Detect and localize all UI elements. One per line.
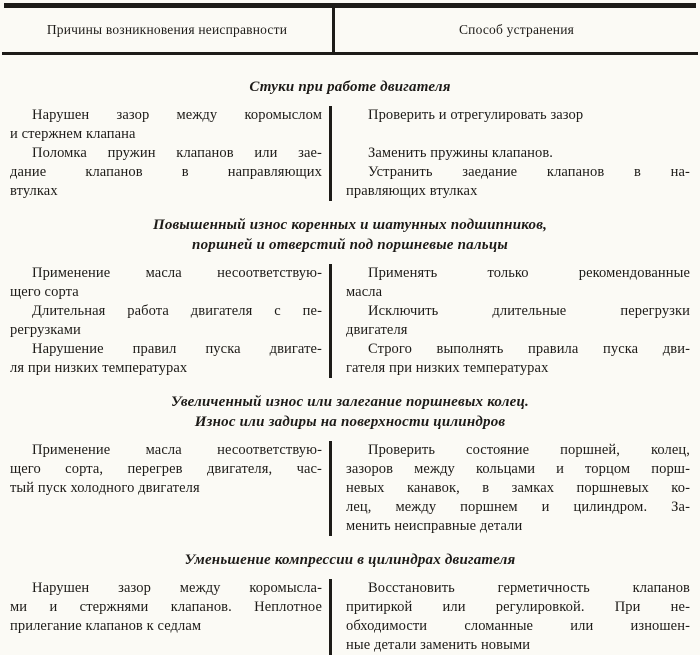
table-row [2,106,698,144]
text-line: Проверить состояние поршней, колец, [368,442,690,458]
cause-paragraph [10,441,322,498]
text-line: масла [346,284,383,300]
section-title-line: Повышенный износ коренных и шатунных подшипников, [152,217,548,233]
text-line: Поломка пружин клапанов или зае- [32,145,322,161]
text-line: Длительная работа двигателя с пе- [32,303,322,319]
cause-paragraph [10,302,322,340]
section-title-line: Уменьшение компрессии в цилиндрах двигателя [184,552,516,568]
text-line: обходимости сломанные или изношен- [346,618,690,634]
remedy-paragraph [346,441,690,536]
remedy-cell [332,302,698,340]
header-remedy-column [335,8,698,52]
remedy-paragraph [346,264,690,302]
text-line: притиркой или регулировкой. При не- [346,599,690,615]
text-line: Проверить и отрегулировать зазор [368,107,584,123]
text-line: щего сорта, перегрев двигателя, час- [10,461,322,477]
cause-cell [2,144,332,201]
text-line: лец, между поршнем и цилиндром. За- [346,499,690,515]
text-line: Восстановить герметичность клапанов [368,580,690,596]
text-line: регрузками [10,322,81,338]
section-title [10,77,690,97]
remedy-cell [332,106,698,144]
text-line: тый пуск холодного двигателя [10,480,200,496]
cause-cell [2,340,332,378]
section [0,215,700,378]
remedy-cell [332,264,698,302]
remedy-cell [332,340,698,378]
table-row [2,441,698,536]
text-line: невых канавок, в замках поршневых ко- [346,480,690,496]
cause-paragraph [10,340,322,378]
section-title-line: Износ или задиры на поверхности цилиндров [194,414,506,430]
section-rows [2,264,698,378]
cause-cell [2,579,332,655]
table-row [2,579,698,655]
section [0,392,700,536]
section-rows [2,106,698,201]
section-title-line: Увеличенный износ или залегание поршневых колец. [170,394,530,410]
cause-paragraph [10,144,322,201]
text-line: Устранить заедание клапанов в на- [368,164,690,180]
section-title [10,550,690,570]
cause-cell [2,106,332,144]
table-row [2,144,698,201]
text-line: Нарушен зазор между коромысла- [32,580,322,596]
text-line: менить неисправные детали [346,518,523,534]
text-line: правляющих втулках [346,183,478,199]
section-title-line: Стуки при работе двигателя [249,79,451,95]
cause-cell [2,302,332,340]
text-line: Исключить длительные перегрузки [368,303,690,319]
section-title [10,392,690,432]
text-line: Нарушен зазор между коромыслом [32,107,322,123]
remedy-paragraph [346,579,690,655]
text-line: ные детали заменить новыми [346,637,531,653]
cause-paragraph [10,264,322,302]
text-line: Применение масла несоответствую- [32,265,322,281]
remedy-paragraph [346,163,690,201]
scanned-page [0,3,700,653]
text-line: Строго выполнять правила пуска дви- [368,341,690,357]
text-line: дание клапанов в направляющих [10,164,322,180]
section [0,550,700,655]
cause-cell [2,441,332,536]
remedy-column-label: Способ устранения [458,22,575,37]
remedy-paragraph [346,340,690,378]
text-line: Нарушение правил пуска двигате- [32,341,322,357]
table-header-row [2,8,698,55]
section-title-line: поршней и отверстий под поршневые пальцы [192,237,508,253]
remedy-cell [332,144,698,201]
text-line: зазоров между кольцами и торцом порш- [346,461,690,477]
section-rows [2,441,698,536]
text-line: ля при низких температурах [10,360,188,376]
section [0,77,700,201]
text-line: Заменить пружины клапанов. [368,145,553,161]
cause-cell [2,264,332,302]
remedy-cell [332,441,698,536]
text-line: втулках [10,183,58,199]
remedy-paragraph [346,144,690,163]
table-row [2,264,698,302]
remedy-paragraph [346,106,690,125]
text-line: Применять только рекомендованные [368,265,690,281]
table-row [2,340,698,378]
text-line: щего сорта [10,284,79,300]
text-line: Применение масла несоответствую- [32,442,322,458]
text-line: и стержнем клапана [10,126,136,142]
cause-paragraph [10,106,322,144]
cause-paragraph [10,579,322,636]
table-row [2,302,698,340]
table-body [0,77,700,655]
text-line: гателя при низких температурах [346,360,549,376]
section-title [10,215,690,255]
causes-column-label: Причины возникновения неисправности [46,22,288,37]
text-line: ми и стержнями клапанов. Неплотное [10,599,322,615]
section-rows [2,579,698,655]
header-causes-column [2,8,335,52]
remedy-paragraph [346,302,690,340]
text-line: двигателя [346,322,408,338]
remedy-cell [332,579,698,655]
text-line: прилегание клапанов к седлам [10,618,202,634]
